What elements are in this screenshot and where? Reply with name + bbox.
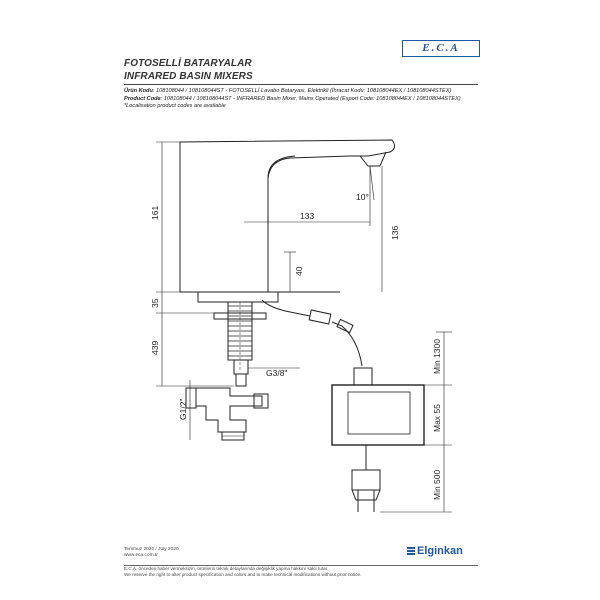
title-english: INFRARED BASIN MIXERS — [124, 71, 253, 82]
dim-min-500: Min 500 — [432, 469, 442, 500]
title-turkish: FOTOSELLİ BATARYALAR — [124, 58, 252, 69]
footer-website: www.eca.com.tr — [124, 553, 158, 559]
dim-min-1300: Min 1300 — [432, 339, 442, 374]
product-code-en-label: Product Code — [124, 95, 161, 102]
elginkan-mark-icon — [407, 547, 415, 555]
dim-spout-reach: 133 — [300, 211, 315, 221]
aerator — [360, 152, 386, 166]
localisation-note: *Localisation product codes are available — [124, 103, 226, 109]
elginkan-logo — [407, 545, 463, 557]
footer-disclaimer-tr: E.C.A. önceden haber vermeksizin, ürünlerin teknik detaylarında değişiklik yapma hakkını saklı tutar. — [124, 566, 329, 571]
elginkan-logo-text: Elginkan — [417, 545, 463, 557]
eca-logo-text: E.C.A — [422, 42, 460, 54]
footer-date: Temmuz 2020 / July 2020 — [124, 547, 179, 552]
dim-angle: 10° — [356, 192, 369, 202]
dim-aerator-gap: 40 — [294, 266, 304, 276]
dim-spout-height: 136 — [390, 225, 400, 240]
dim-base-height: 35 — [150, 298, 160, 308]
footer-disclaimer-en: We reserve the right to alter product specification and colors and to make technical modifications without prior notice. — [124, 572, 362, 577]
faucet-body — [180, 140, 395, 292]
angle-valve — [196, 388, 262, 432]
dim-thread-g12: G1/2" — [178, 398, 188, 420]
dim-height-total: 161 — [150, 205, 160, 220]
product-code-tr-label: Ürün Kodu — [124, 88, 153, 94]
footer-disclaimer — [124, 566, 361, 578]
product-code-tr-value: : 108108044 / 108108044ST - FOTOSELLİ Lavabo Bataryası, Elektrikli (İhracat Kodu: 108108044EX / 108108044STEX) — [152, 88, 452, 94]
product-code-en-value: : 108108044 / 108108044ST - INFRARED Basin Mixer, Mains Operated (Export Code: 108108044EX / 108108044STEX) — [160, 95, 461, 102]
power-plug — [352, 470, 380, 490]
hose-connector — [234, 360, 248, 374]
footer-info — [124, 547, 179, 559]
faucet-base-plate — [198, 292, 278, 302]
dim-max-55: Max 55 — [432, 404, 442, 432]
cable-connector — [309, 310, 331, 324]
dim-hose-length: 439 — [150, 340, 160, 355]
dim-thread-g38: G3/8" — [266, 368, 288, 378]
